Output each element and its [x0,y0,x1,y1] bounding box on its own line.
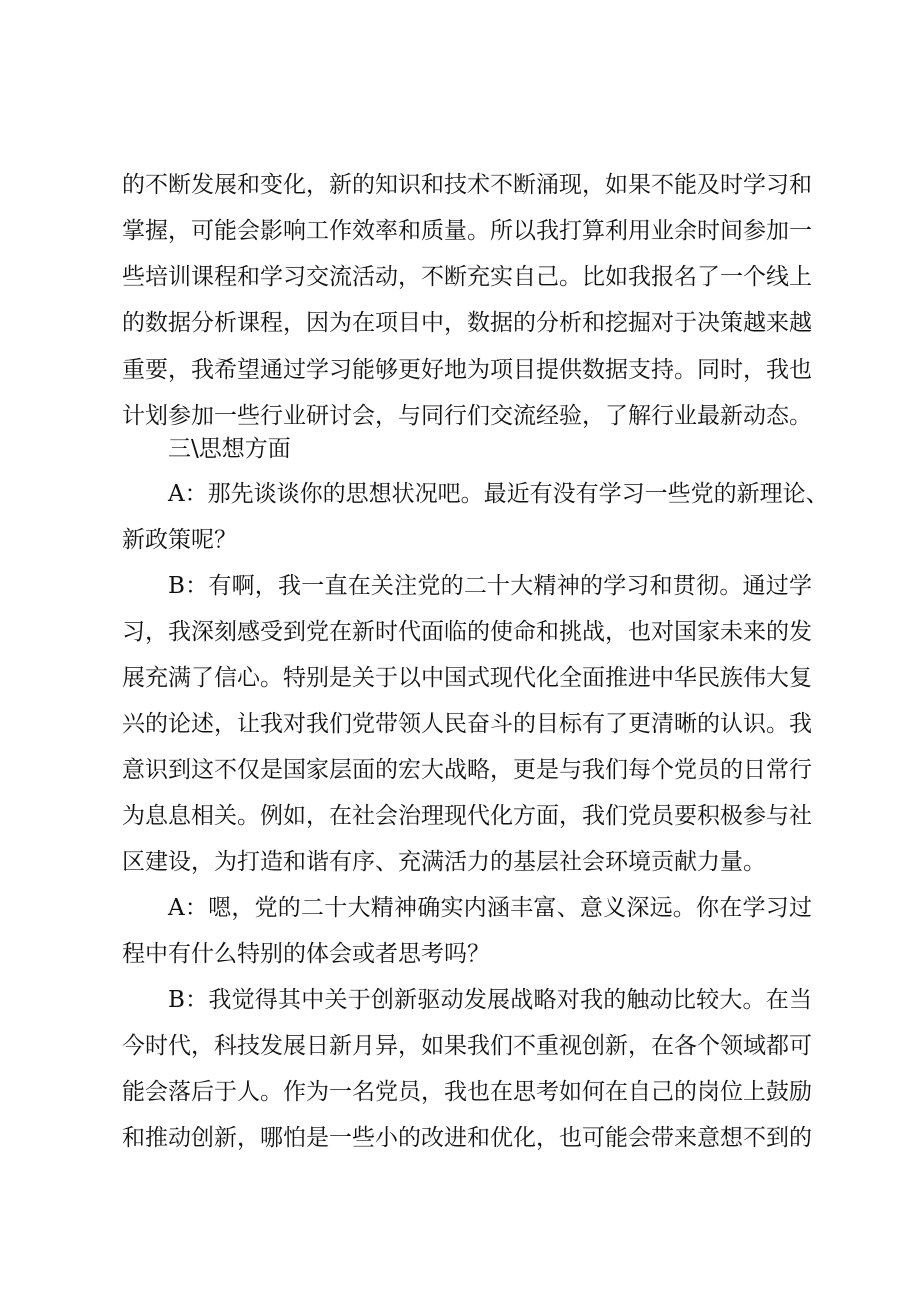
text-line: 意识到这不仅是国家层面的宏大战略，更是与我们每个党员的日常行 [122,757,812,783]
section-heading: 三\思想方面 [168,436,291,462]
text-line: 掌握，可能会影响工作效率和质量。所以我打算利用业余时间参加一 [122,218,812,244]
text-line: 程中有什么特别的体会或者思考吗？ [122,941,490,967]
text-line: B：有啊，我一直在关注党的二十大精神的学习和贯彻。通过学 [168,573,812,599]
text-line: 的数据分析课程，因为在项目中，数据的分析和挖掘对于决策越来越 [122,310,812,336]
text-line: 区建设，为打造和谐有序、充满活力的基层社会环境贡献力量。 [122,849,766,875]
text-line: 的不断发展和变化，新的知识和技术不断涌现，如果不能及时学习和 [122,172,812,198]
text-line: A：嗯，党的二十大精神确实内涵丰富、意义深远。你在学习过 [168,895,812,921]
text-line: 重要，我希望通过学习能够更好地为项目提供数据支持。同时，我也 [122,357,812,383]
text-line: 能会落后于人。作为一名党员，我也在思考如何在自己的岗位上鼓励 [122,1079,812,1105]
text-line: 些培训课程和学习交流活动，不断充实自己。比如我报名了一个线上 [122,264,812,290]
text-line: 兴的论述，让我对我们党带领人民奋斗的目标有了更清晰的认识。我 [122,711,812,737]
text-line: 展充满了信心。特别是关于以中国式现代化全面推进中华民族伟大复 [122,665,812,691]
text-line: A：那先谈谈你的思想状况吧。最近有没有学习一些党的新理论、 [168,481,829,507]
text-line: 习，我深刻感受到党在新时代面临的使命和挑战，也对国家未来的发 [122,619,812,645]
text-line: B：我觉得其中关于创新驱动发展战略对我的触动比较大。在当 [168,987,812,1013]
text-line: 今时代，科技发展日新月异，如果我们不重视创新，在各个领域都可 [122,1033,812,1059]
text-line: 和推动创新，哪怕是一些小的改进和优化，也可能会带来意想不到的 [122,1125,812,1151]
text-line: 新政策呢？ [122,527,237,553]
text-line: 计划参加一些行业研讨会，与同行们交流经验，了解行业最新动态。 [122,403,812,429]
text-line: 为息息相关。例如，在社会治理现代化方面，我们党员要积极参与社 [122,803,812,829]
